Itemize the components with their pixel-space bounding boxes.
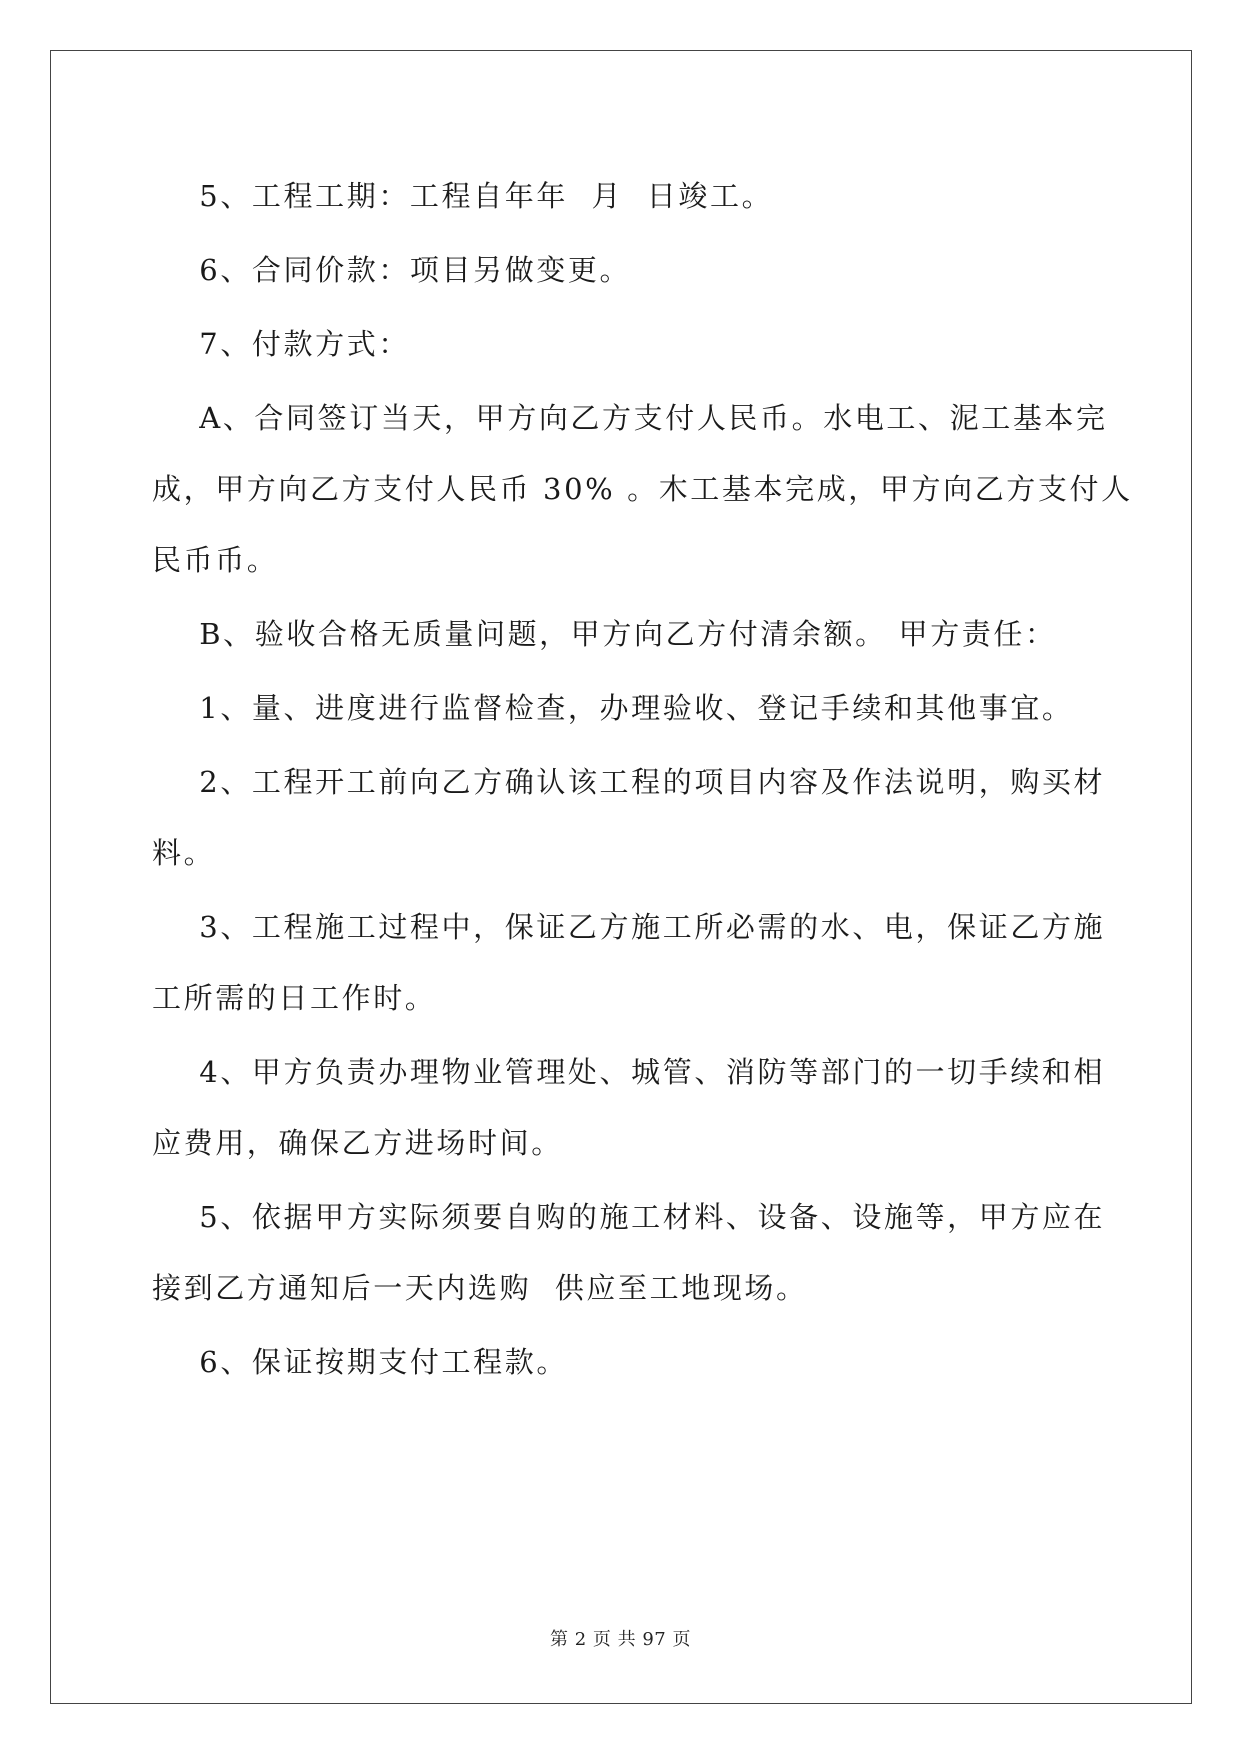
clause-5-duration: 5、工程工期：工程自年年 月 日竣工。 (152, 179, 774, 213)
duty-2-line-1: 2、工程开工前向乙方确认该工程的项目内容及作法说明，购买材 (152, 765, 1106, 799)
clause-6-price: 6、合同价款：项目另做变更。 (152, 253, 632, 287)
duty-4-line-2: 应费用，确保乙方进场时间。 (152, 1126, 563, 1160)
duty-1-line: 1、量、进度进行监督检查，办理验收、登记手续和其他事宜。 (152, 691, 1074, 725)
duty-2-line-2: 料。 (152, 836, 216, 870)
duty-3-line-1: 3、工程施工过程中，保证乙方施工所必需的水、电，保证乙方施 (152, 910, 1106, 944)
duty-3-line-2: 工所需的日工作时。 (152, 981, 437, 1015)
duty-6-line: 6、保证按期支付工程款。 (152, 1345, 568, 1379)
duty-5-line-2: 接到乙方通知后一天内选购 供应至工地现场。 (152, 1271, 808, 1305)
clause-7-payment: 7、付款方式： (152, 327, 410, 361)
payment-a-line-1: A、合同签订当天，甲方向乙方支付人民币。水电工、泥工基本完 (152, 401, 1108, 435)
duty-4-line-1: 4、甲方负责办理物业管理处、城管、消防等部门的一切手续和相 (152, 1055, 1106, 1089)
payment-a-line-2: 成，甲方向乙方支付人民币 30% 。木工基本完成，甲方向乙方支付人 (152, 472, 1133, 506)
payment-a-line-3: 民币币。 (152, 543, 279, 577)
page-border (50, 50, 1192, 1704)
duty-5-line-1: 5、依据甲方实际须要自购的施工材料、设备、设施等，甲方应在 (152, 1200, 1106, 1234)
payment-b-line: B、验收合格无质量问题，甲方向乙方付清余额。 甲方责任： (152, 617, 1057, 651)
page-number-footer: 第 2 页 共 97 页 (550, 1629, 691, 1650)
